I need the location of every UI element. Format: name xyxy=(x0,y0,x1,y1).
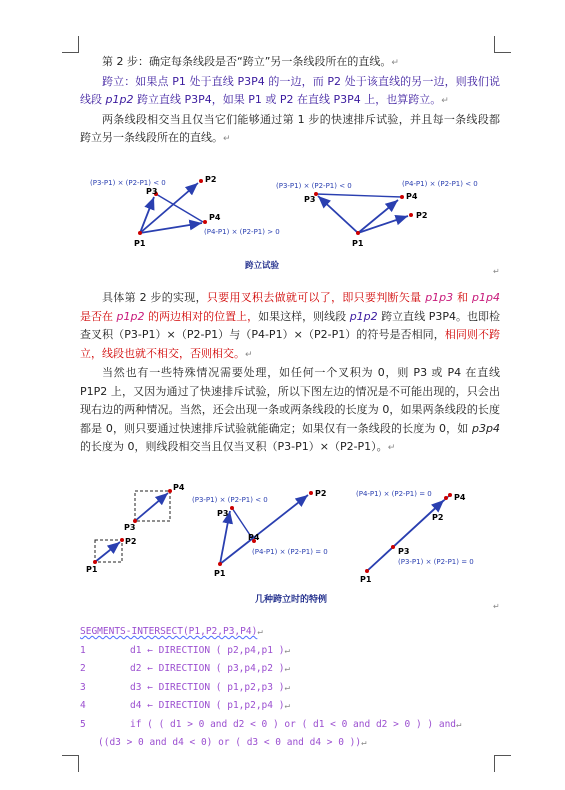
definition-paragraph: 跨立：如果点 P1 处于直线 P3P4 的一边，而 P2 处于该直线的另一边，则我们说线段 p1p2 跨立直线 P3P4，如果 P1 或 P2 在直线 P3P4 上，也算跨立。↵ xyxy=(80,74,500,106)
figure-straddle-test xyxy=(80,170,500,280)
fig1-left-p3: P3 xyxy=(146,187,158,196)
code-continuation-line: ((d3 > 0 and d4 < 0) or ( d3 < 0 and d4 > 0 ))↵ xyxy=(98,737,367,748)
special-vector: p3p4 xyxy=(472,421,500,435)
fig1-right-label-right: (P4-P1) × (P2-P1) < 0 xyxy=(402,180,478,188)
fig1-right-arrow-p1p4 xyxy=(358,200,398,233)
fig2-left-p3: P3 xyxy=(124,523,136,532)
figure2-right-diagram xyxy=(356,490,474,584)
code-line-number: 5 xyxy=(80,718,86,730)
impl-vector-p1p3: p1p3 xyxy=(425,291,454,304)
figure1-right-diagram xyxy=(276,180,478,248)
fig2-right-label-top: (P4-P1) × (P2-P1) = 0 xyxy=(356,490,432,498)
impl-vector-p1p4: p1p4 xyxy=(472,291,500,304)
impl-red3: 的两边相对的位置上， xyxy=(144,309,259,323)
special-text-b: 的长度为 0，则线段相交当且仅当叉积（P3-P1）×（P2-P1）。 xyxy=(80,440,388,453)
figure2-middle-diagram xyxy=(192,489,328,578)
code-line-number: 1 xyxy=(80,644,86,656)
definition-text-b: 跨立直线 P3P4，如果 P1 或 P2 在直线 P3P4 上，也算跨立。 xyxy=(133,93,442,106)
code-header: SEGMENTS-INTERSECT(P1,P2,P3,P4) xyxy=(80,626,258,637)
fig1-left-label-top: (P3-P1) × (P2-P1) < 0 xyxy=(90,179,166,187)
impl-red1: 只要用叉积去做就可以了，即只要判断矢量 xyxy=(206,291,426,304)
fig2-left-p1: P1 xyxy=(86,565,98,574)
fig1-left-p4: P4 xyxy=(209,213,221,222)
fig2-left-p4: P4 xyxy=(173,483,185,492)
fig1-right-p4: P4 xyxy=(406,192,418,201)
code-line-number: 3 xyxy=(80,681,86,693)
code-line: 1 d1 ← DIRECTION ( p2,p4,p1 )↵ xyxy=(80,644,290,656)
special-cases-paragraph: 当然也有一些特殊情况需要处理，如任何一个叉积为 0，则 P3 或 P4 在直线 P1P2 上，又因为通过了快速排斥试验，所以下图左边的情况是不可能出现的，只会出现右边的两种情况。当然，还会出现一条或两条线段的长度为 0，如果两条线段的长度都是 0，则只要通过快速排斥试验就能确定；如果仅有一条线段的长度为 0，如 p3p4 的长度为 0，则线段相交当且仅当叉积（P3-P1）×（P2-P1）。↵ xyxy=(80,366,500,453)
fig2-left-arrow-p3p4 xyxy=(135,493,168,521)
code-line-text: d1 ← DIRECTION ( p2,p4,p1 ) xyxy=(130,644,285,656)
fig2-mid-arrow-p1p3 xyxy=(220,511,230,564)
impl-lead: 具体第 2 步的实现， xyxy=(102,291,207,304)
fig1-right-label-left: (P3-P1) × (P2-P1) < 0 xyxy=(276,182,352,190)
intersect-condition: 两条线段相交当且仅当它们能够通过第 1 步的快速排斥试验，并且每一条线段都跨立另一条线段所在的直线。↵ xyxy=(80,112,500,144)
impl-and: 和 xyxy=(453,291,473,304)
fig1-left-p2: P2 xyxy=(205,175,217,184)
crop-mark-bottom-right xyxy=(494,755,511,772)
code-line-text: d3 ← DIRECTION ( p1,p2,p3 ) xyxy=(130,681,285,693)
code-line: 4 d4 ← DIRECTION ( p1,p2,p4 )↵ xyxy=(80,700,290,711)
code-line-text: if ( ( d1 > 0 and d2 < 0 ) or ( d1 < 0 and d2 > 0 ) ) and xyxy=(130,718,457,730)
code-line-text: d2 ← DIRECTION ( p3,p4,p2 ) xyxy=(130,663,285,674)
fig1-left-p1: P1 xyxy=(134,239,146,248)
crop-mark-top-left xyxy=(62,36,79,53)
fig1-right-arrow-p1p2 xyxy=(358,216,408,233)
figure1-caption: 跨立试验 xyxy=(245,261,280,271)
section-step2 xyxy=(80,53,500,149)
section-implementation xyxy=(80,289,500,458)
figure1-left-diagram xyxy=(90,175,280,248)
fig1-right-p3: P3 xyxy=(304,195,316,204)
fig2-left-p2: P2 xyxy=(125,537,137,546)
impl-red4: 相同则不跨立，线段也就不相交，否则相交。 xyxy=(80,328,500,360)
fig1-right-arrow-p1p3 xyxy=(318,196,358,233)
figure2-caption: 几种跨立时的特例 xyxy=(255,595,328,605)
fig2-mid-p4: P4 xyxy=(248,533,260,542)
fig1-right-p2: P2 xyxy=(416,211,428,220)
intersect-condition-text: 两条线段相交当且仅当它们能够通过第 1 步的快速排斥试验，并且每一条线段都跨立另一条线段所在的直线。 xyxy=(80,112,500,144)
code-line-number: 4 xyxy=(80,700,86,711)
fig1-left-label-bottom: (P4-P1) × (P2-P1) > 0 xyxy=(204,228,280,236)
fig2-mid-p3: P3 xyxy=(217,509,229,518)
pseudocode-block xyxy=(80,626,500,756)
code-continuation: ((d3 > 0 and d4 < 0) or ( d3 < 0 and d4 > 0 )) xyxy=(98,737,362,748)
fig1-right-p1: P1 xyxy=(352,239,364,248)
fig2-mid-label-bottom: (P4-P1) × (P2-P1) = 0 xyxy=(252,548,328,556)
step-heading: 第 2 步：确定每条线段是否“跨立”另一条线段所在的直线。↵ xyxy=(102,55,399,68)
figure-special-cases xyxy=(80,478,500,613)
code-line-text: d4 ← DIRECTION ( p1,p2,p4 ) xyxy=(130,700,285,711)
crop-mark-bottom-left xyxy=(62,755,79,772)
impl-vector-p1p2: p1p2 xyxy=(116,309,145,323)
special-text-a: 当然也有一些特殊情况需要处理，如任何一个叉积为 0，则 P3 或 P4 在直线 P1P2 上，又因为通过了快速排斥试验，所以下图左边的情况是不可能出现的，只会出现右边的两种情况。当然，还会出现一条或两条线段的长度为 0，如果两条线段的长度都是 0，则只要通过快速排斥试验就能确定；如果仅有一条线段的长度为 0，如 xyxy=(80,366,500,435)
figure2-left-diagram xyxy=(86,483,185,574)
code-line-number: 2 xyxy=(80,663,86,674)
definition-text-a: 跨立：如果点 P1 处于直线 P3P4 的一边，而 P2 处于该直线的另一边，则我们说线段 xyxy=(80,74,500,106)
crop-mark-top-right xyxy=(494,36,511,53)
fig2-right-p2: P2 xyxy=(432,513,444,522)
code-line: 3 d3 ← DIRECTION ( p1,p2,p3 )↵ xyxy=(80,681,290,693)
fig2-right-label-bottom: (P3-P1) × (P2-P1) = 0 xyxy=(398,558,474,566)
code-header-line: SEGMENTS-INTERSECT(P1,P2,P3,P4)↵ xyxy=(80,626,263,637)
impl-mid2: 跨立直线 P3P4。也即检查叉积（P3-P1）×（P2-P1）与（P4-P1）×（P2-P1）的符号是否相同， xyxy=(80,309,500,341)
code-line: 5 if ( ( d1 > 0 and d2 < 0 ) or ( d1 < 0 and d2 > 0 ) ) and↵ xyxy=(80,718,462,730)
code-line: 2 d2 ← DIRECTION ( p3,p4,p2 )↵ xyxy=(80,663,290,674)
fig2-left-arrow-p1p2 xyxy=(95,542,120,562)
svg-text:↵: ↵ xyxy=(493,602,500,611)
implementation-paragraph: 具体第 2 步的实现，只要用叉积去做就可以了，即只要判断矢量 p1p3 和 p1p4 是否在 p1p2 的两边相对的位置上，如果这样，则线段 p1p2 跨立直线 P3P4。也即检查叉积（P3-P1）×（P2-P1）与（P4-P1）×（P2-P1）的符号是否相同，相同则不跨立，线段也就不相交，否则相交。↵ xyxy=(80,291,500,360)
fig2-right-p4: P4 xyxy=(454,493,466,502)
fig2-mid-p2: P2 xyxy=(315,489,327,498)
definition-vector: p1p2 xyxy=(105,93,134,106)
impl-mid: 如果这样，则线段 xyxy=(258,309,350,323)
fig2-mid-label-top: (P3-P1) × (P2-P1) < 0 xyxy=(192,496,268,504)
impl-vector-p1p2-b: p1p2 xyxy=(349,309,378,323)
fig2-mid-p1: P1 xyxy=(214,569,226,578)
step-heading-text: 第 2 步：确定每条线段是否“跨立”另一条线段所在的直线。 xyxy=(102,55,392,68)
fig1-right-segment-p3p4 xyxy=(316,194,402,197)
fig2-right-p3: P3 xyxy=(398,547,410,556)
svg-text:↵: ↵ xyxy=(493,267,500,276)
fig2-right-p1: P1 xyxy=(360,575,372,584)
impl-red2: 是否在 xyxy=(80,309,117,323)
